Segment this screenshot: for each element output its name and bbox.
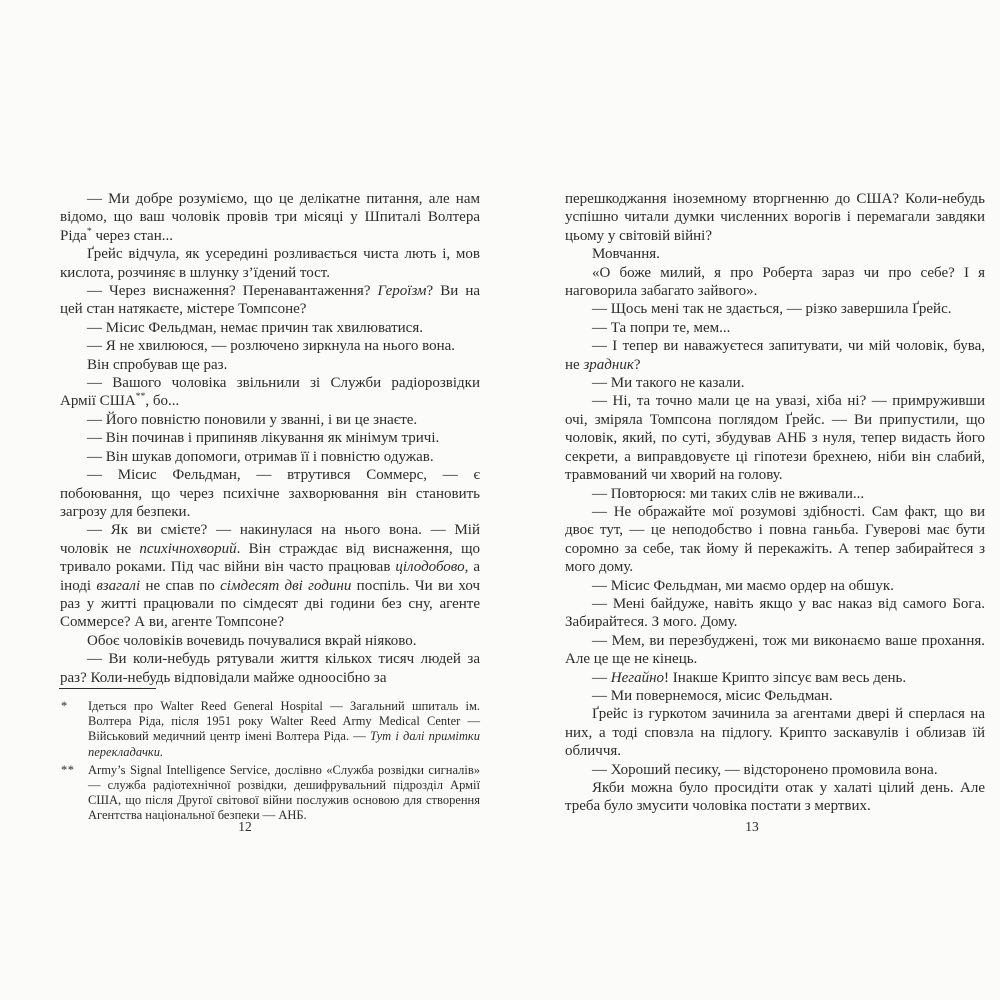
italic-text: цілодобово <box>395 559 465 576</box>
paragraph: — Мені байдуже, навіть якщо у вас наказ від самого Бога. Забирайтеся. З мого. Дому. <box>565 595 985 631</box>
paragraph: — Вашого чоловіка звільнили зі Служби радіорозвідки Армії США**, бо... <box>60 375 480 410</box>
italic-text: Негайно <box>610 669 665 686</box>
paragraph: — Повторюся: ми таких слів не вживали... <box>592 485 865 502</box>
right-page-number: 13 <box>745 819 759 834</box>
paragraph: — Ми повернемося, місис Фельдман. <box>592 687 833 704</box>
paragraph: — Як ви смієте? — накинулася на нього вона. — Мій чоловік не психічнохворий. Він страждає від виснаження, що тривало роками. Під час війни він часто працював цілодобово, а іноді взагалі не спав по сімдесят дві години поспіль. Чи ви хоч раз у житті працювали по сімдесят дві години без сну, агенте Соммерсе? А ви, агенте Томпсоне? <box>60 522 480 631</box>
left-page-number: 12 <box>238 819 252 834</box>
paragraph: Мовчання. <box>592 246 660 263</box>
paragraph: — Місис Фельдман, ми маємо ордер на обшук. <box>592 577 894 594</box>
paragraph: — Ні, та точно мали це на увазі, хіба ні? — примруживши очі, зміряла Томпсона поглядом Ґрейс. — Ви припустили, що чоловік, який, по суті, збудував АНБ з нуля, тепер видасть його секрети, а виправдовуєте ці гіпотези брехнею, ніби він слабий, травмований чи хворий на голову. <box>565 393 985 484</box>
paragraph: — Я не хвилююся, — розлючено зиркнула на нього вона. <box>87 338 456 355</box>
paragraph: — Місис Фельдман, немає причин так хвилюватися. <box>87 319 423 336</box>
italic-text: сімдесят дві години <box>220 577 352 594</box>
left-page-body <box>60 190 480 687</box>
footnote-text: Army’s Signal Intelligence Service, дослівно «Служба розвідки сигналів» — служба радіотехнічної розвідки, дешифрувальний підрозділ Армії США, що після Другої світової війни послужив основою для створення Агентства національної безпеки — АНБ. <box>88 762 480 823</box>
paragraph: — Мем, ви перезбуджені, тож ми виконаємо ваше прохання. Але це ще не кінець. <box>565 632 985 668</box>
footnote <box>60 763 480 824</box>
paragraph: — Ми добре розуміємо, що це делікатне питання, але нам відомо, що ваш чоловік провів три місяці у Шпиталі Волтера Ріда* через стан... <box>60 191 480 244</box>
right-page-body <box>565 190 985 816</box>
italic-text: Тут і далі примітки перекладачки. <box>88 729 480 759</box>
footnote <box>60 699 480 760</box>
paragraph: «О боже милий, я про Роберта зараз чи про себе? І я наговорила забагато зайвого». <box>565 264 985 300</box>
paragraph: — Ви коли-небудь рятували життя кількох тисяч людей за раз? Коли-небудь відповідали майже одноосібно за <box>60 651 480 686</box>
paragraph: — Він починав і припиняв лікування як мінімум тричі. <box>87 430 440 447</box>
paragraph: Ґрейс відчула, як усередині розливається чиста лють і, мов кислота, розчиняє в шлунку з’їдений тост. <box>60 246 480 281</box>
footnote-marker: * <box>61 699 68 713</box>
paragraph: — І тепер ви наважуєтеся запитувати, чи мій чоловік, бува, не зрадник? <box>565 338 985 373</box>
paragraph: — Щось мені так не здається, — різко завершила Ґрейс. <box>592 301 952 318</box>
footnote-reference-marker: ** <box>135 391 146 403</box>
paragraph: перешкоджання іноземному вторгненню до США? Коли-небудь успішно читали думки численних ворогів і перемагали завдяки цьому у світовій війні? <box>565 191 985 244</box>
paragraph: Обоє чоловіків вочевидь почувалися вкрай ніяково. <box>87 632 417 649</box>
paragraph: — Місис Фельдман, — втрутився Соммерс, — є побоювання, що через психічне захворювання він становить загрозу для безпеки. <box>60 467 480 520</box>
footnote-marker: ** <box>61 762 75 777</box>
paragraph: Якби можна було просидіти отак у халаті цілий день. Але треба було змусити чоловіка постати з мертвих. <box>565 780 985 815</box>
paragraph: — Через виснаження? Перенавантаження? Героїзм? Ви на цей стан натякаєте, містере Томпсоне? <box>60 283 481 318</box>
footnote-reference-marker: * <box>86 225 92 237</box>
italic-text: взагалі <box>96 577 141 594</box>
paragraph: Ґрейс із гуркотом зачинила за агентами двері й сперлася на них, а тоді сповзла на підлогу. Крипто заскавулів і облизав їй обличчя. <box>565 706 985 760</box>
paragraph: — Його повністю поновили у званні, і ви це знаєте. <box>87 411 418 428</box>
paragraph: — Не ображайте мої розумові здібності. Сам факт, що ви двоє тут, — це неподобство і повна ганьба. Гуверові має бути соромно за себе, так йому й перекажіть. А тепер забирайтеся з мого дому. <box>565 503 985 576</box>
footnotes <box>60 699 480 827</box>
paragraph: — Ми такого не казали. <box>592 375 745 392</box>
paragraph: — Хороший песику, — відсторонено промовила вона. <box>592 761 938 778</box>
paragraph: Він спробував ще раз. <box>87 356 228 373</box>
italic-text: зрадник <box>583 356 634 373</box>
italic-text: Героїзм <box>377 283 427 300</box>
italic-text: психічнохворий <box>139 540 237 557</box>
paragraph: — Та попри те, мем... <box>592 319 731 336</box>
paragraph: — Він шукав допомоги, отримав її і повністю одужав. <box>87 448 434 465</box>
paragraph: — Негайно! Інакше Крипто зіпсує вам весь день. <box>592 669 907 686</box>
footnote-text: Ідеться про Walter Reed General Hospital — Загальний шпиталь ім. Волтера Ріда, після 1951 року Walter Reed Army Medical Center — Військовий медичний центр імені Волтера Ріда. — Тут і далі примітки перекладачки. <box>88 699 480 759</box>
footnote-separator <box>59 688 156 689</box>
